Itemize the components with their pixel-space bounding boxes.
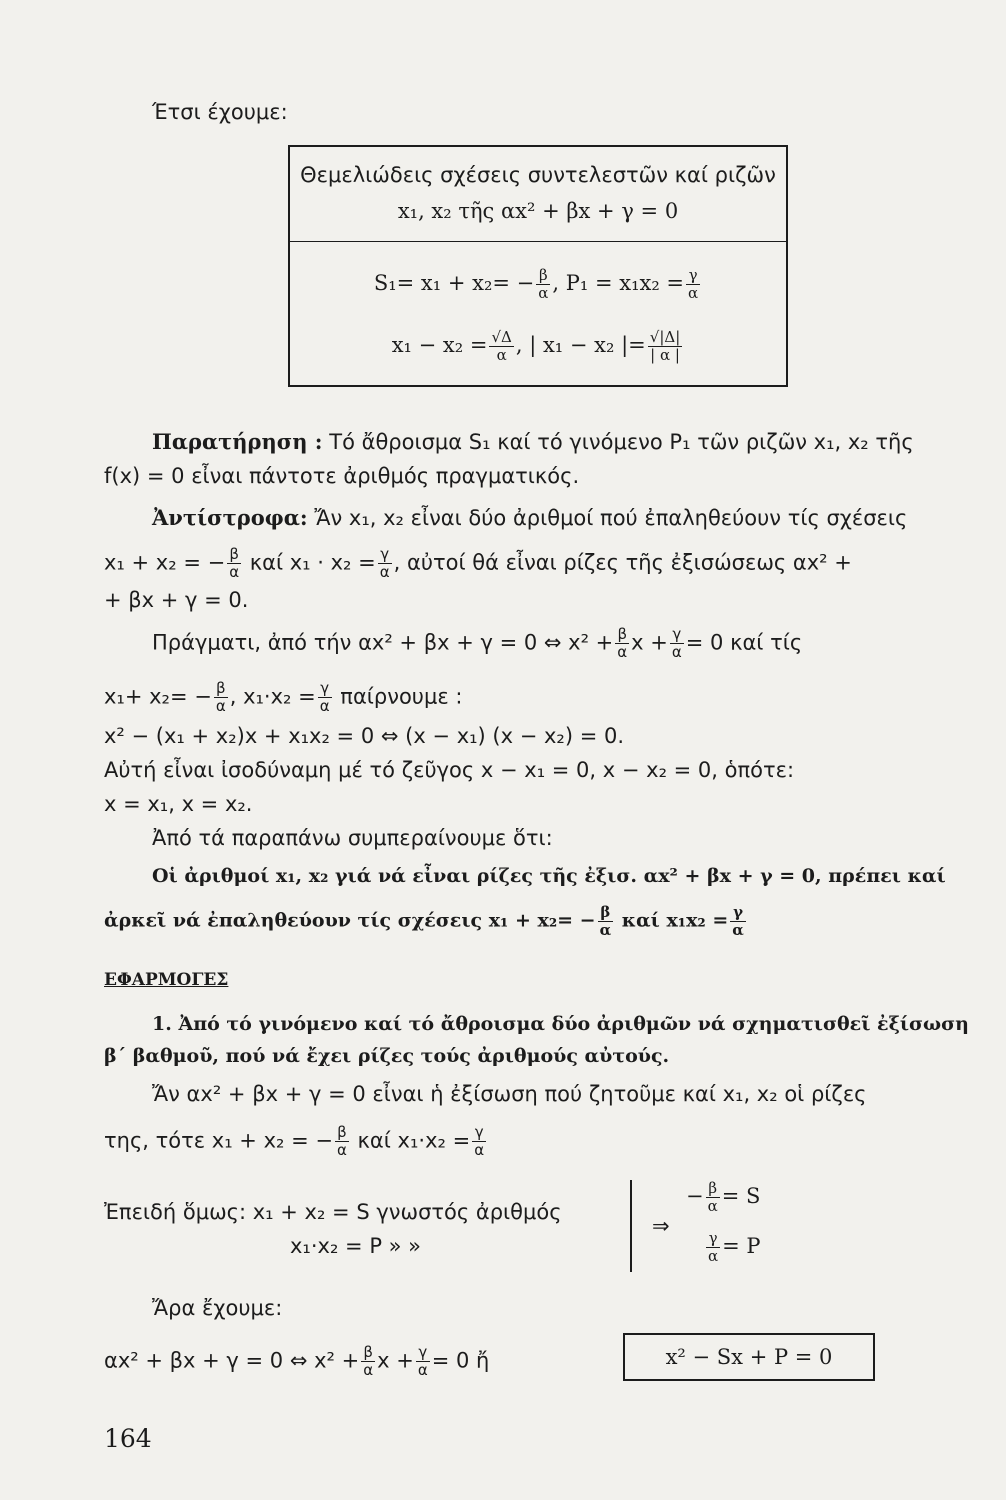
prod-lhs: , P₁ = x₁x₂ = bbox=[552, 271, 685, 295]
box-subtitle: x₁, x₂ τῆς αx² + βx + γ = 0 bbox=[397, 199, 679, 223]
frac-num: β bbox=[536, 267, 550, 285]
application-1-line-1: 1. Ἀπό τό γινόμενο καί τό ἄθροισμα δύο ἀριθμῶν νά σχηματισθεῖ ἐξίσωση bbox=[152, 1013, 969, 1035]
frac-num: √Δ bbox=[491, 328, 512, 346]
fraction-gamma-alpha bbox=[472, 1124, 486, 1159]
app-p2-a: της, τότε x₁ + x₂ = − bbox=[104, 1128, 333, 1153]
application-1-line-2: β΄ βαθμοῦ, πού νά ἔχει ρίζες τούς ἀριθμούς αὐτούς. bbox=[104, 1045, 670, 1067]
app-p2-b: καί x₁·x₂ = bbox=[350, 1128, 471, 1153]
conclusion-line-1: Οἱ ἀριθμοί x₁, x₂ γιά νά εἶναι ρίζες τῆς ἐξισ. αx² + βx + γ = 0, πρέπει καί bbox=[152, 865, 946, 887]
frac-num: β bbox=[706, 1180, 720, 1198]
frac-num: β bbox=[361, 1344, 375, 1362]
final-b: x + bbox=[377, 1348, 414, 1373]
box-divider bbox=[290, 241, 786, 242]
remark-line-1 bbox=[152, 428, 914, 456]
indeed-line-4: Αὐτή εἶναι ἰσοδύναμη μέ τό ζεῦγος x − x₁ = 0, x − x₂ = 0, ὁπότε: bbox=[104, 758, 795, 782]
frac-den: α bbox=[617, 643, 628, 661]
fraction-beta-alpha bbox=[615, 626, 629, 661]
indeed-l2-c: παίρνουμε : bbox=[333, 684, 463, 709]
converse-l2-c: , αὐτοί θά εἶναι ρίζες τῆς ἐξισώσεως αx² + bbox=[393, 550, 852, 575]
frac-num: γ bbox=[706, 1230, 720, 1248]
indeed-l1-a: Πράγματι, ἀπό τήν αx² + βx + γ = 0 ⇔ x² + bbox=[152, 630, 614, 655]
implies-arrow: ⇒ bbox=[652, 1214, 670, 1238]
frac-den: α bbox=[688, 284, 699, 302]
frac-den: α bbox=[417, 1361, 428, 1379]
indeed-l1-b: x + bbox=[631, 630, 668, 655]
application-p2 bbox=[104, 1124, 488, 1159]
frac-den: α bbox=[708, 1247, 719, 1265]
frac-den: α bbox=[707, 1197, 718, 1215]
fraction-gamma-alpha bbox=[686, 267, 700, 302]
converse-l2-a: x₁ + x₂ = − bbox=[104, 550, 226, 575]
converse-line-1 bbox=[152, 504, 907, 532]
fraction-beta-alpha bbox=[706, 1180, 720, 1215]
frac-den: α bbox=[732, 921, 744, 939]
frac-den: | α | bbox=[650, 346, 680, 364]
fraction-beta-alpha bbox=[598, 904, 614, 939]
abs-lhs: , | x₁ − x₂ |= bbox=[515, 333, 646, 357]
final-a: αx² + βx + γ = 0 ⇔ x² + bbox=[104, 1348, 360, 1373]
frac-den: α bbox=[599, 921, 612, 939]
remark-line-2: f(x) = 0 εἶναι πάντοτε ἀριθμός πραγματικός. bbox=[104, 464, 580, 488]
since-line-1: Ἐπειδή ὅμως: x₁ + x₂ = S γνωστός ἀριθμός bbox=[104, 1200, 562, 1224]
indeed-line-5: x = x₁, x = x₂. bbox=[104, 792, 253, 816]
fraction-beta-alpha bbox=[335, 1124, 349, 1159]
frac-num: √|Δ| bbox=[649, 328, 681, 346]
conclusion-l2-a: ἀρκεῖ νά ἐπαληθεύουν τίς σχέσεις x₁ + x₂= − bbox=[104, 909, 596, 932]
frac-den: α bbox=[671, 643, 682, 661]
result-product bbox=[704, 1230, 761, 1265]
section-heading: ΕΦΑΡΜΟΓΕΣ bbox=[104, 970, 229, 990]
frac-den: α bbox=[474, 1141, 485, 1159]
frac-den: α bbox=[336, 1141, 347, 1159]
box-difference bbox=[290, 329, 786, 364]
fraction-gamma-alpha bbox=[706, 1230, 720, 1265]
intro-text: Έτσι έχουμε: bbox=[152, 100, 288, 124]
final-equation bbox=[104, 1344, 489, 1379]
converse-label: Ἀντίστροφα: bbox=[152, 505, 308, 530]
fraction-gamma-alpha bbox=[670, 626, 684, 661]
frac-den: α bbox=[496, 346, 507, 364]
therefore-text: Ἄρα ἔχουμε: bbox=[152, 1296, 283, 1320]
boxed-equation: x² − Sx + P = 0 bbox=[623, 1333, 875, 1381]
fraction-sqrt-abs-delta bbox=[648, 329, 683, 364]
page-number: 164 bbox=[104, 1424, 152, 1453]
frac-num: γ bbox=[318, 680, 332, 698]
converse-l2-b: καί x₁ · x₂ = bbox=[243, 550, 376, 575]
frac-num: γ bbox=[730, 904, 746, 922]
frac-num: β bbox=[335, 1124, 349, 1142]
box-sum-product bbox=[290, 267, 786, 302]
frac-num: β bbox=[615, 626, 629, 644]
fraction-gamma-alpha bbox=[416, 1344, 430, 1379]
indeed-line-1 bbox=[152, 626, 802, 661]
relations-box bbox=[288, 145, 788, 387]
frac-num: β bbox=[214, 680, 228, 698]
frac-num: γ bbox=[686, 267, 700, 285]
fraction-gamma-alpha bbox=[318, 680, 332, 715]
frac-num: γ bbox=[472, 1124, 486, 1142]
result-sum bbox=[686, 1180, 760, 1215]
fraction-gamma-alpha bbox=[730, 904, 746, 939]
application-p1: Ἄν αx² + βx + γ = 0 εἶναι ἡ ἐξίσωση πού ζητοῦμε καί x₁, x₂ οἱ ρίζες bbox=[152, 1082, 867, 1106]
remark-text-1: Τό ἄθροισμα S₁ καί τό γινόμενο P₁ τῶν ριζῶν x₁, x₂ τῆς bbox=[322, 430, 914, 454]
frac-den: α bbox=[379, 563, 390, 581]
indeed-l1-c: = 0 καί τίς bbox=[685, 630, 803, 655]
res2-eq: = P bbox=[722, 1234, 761, 1258]
conclusion-line-2 bbox=[104, 904, 748, 939]
fraction-beta-alpha bbox=[536, 267, 550, 302]
frac-num: γ bbox=[378, 546, 392, 564]
converse-text-1: Ἄν x₁, x₂ εἶναι δύο ἀριθμοί πού ἐπαληθεύουν τίς σχέσεις bbox=[307, 506, 908, 530]
res1-eq: = S bbox=[721, 1184, 761, 1208]
res1-minus: − bbox=[686, 1184, 704, 1208]
remark-label: Παρατήρηση : bbox=[152, 429, 323, 454]
frac-num: γ bbox=[416, 1344, 430, 1362]
fraction-beta-alpha bbox=[227, 546, 241, 581]
since-line-2: x₁·x₂ = P » » bbox=[290, 1234, 422, 1258]
converse-line-3: + βx + γ = 0. bbox=[104, 588, 249, 612]
frac-den: α bbox=[538, 284, 549, 302]
fraction-beta-alpha bbox=[361, 1344, 375, 1379]
box-title: Θεμελιώδεις σχέσεις συντελεστῶν καί ριζῶν bbox=[300, 163, 776, 187]
right-brace bbox=[622, 1180, 632, 1272]
converse-line-2 bbox=[104, 546, 852, 581]
frac-num: β bbox=[227, 546, 241, 564]
fraction-beta-alpha bbox=[214, 680, 228, 715]
indeed-line-3: x² − (x₁ + x₂)x + x₁x₂ = 0 ⇔ (x − x₁) (x − x₂) = 0. bbox=[104, 724, 625, 748]
frac-den: α bbox=[319, 697, 330, 715]
fraction-gamma-alpha bbox=[378, 546, 392, 581]
indeed-l2-b: , x₁·x₂ = bbox=[229, 684, 316, 709]
indeed-l2-a: x₁+ x₂= − bbox=[104, 684, 212, 709]
fraction-sqrt-delta bbox=[489, 329, 513, 364]
diff-lhs: x₁ − x₂ = bbox=[391, 333, 488, 357]
sum-lhs: S₁= x₁ + x₂= − bbox=[373, 271, 535, 295]
frac-den: α bbox=[229, 563, 240, 581]
frac-den: α bbox=[215, 697, 226, 715]
final-c: = 0 ἤ bbox=[431, 1348, 490, 1373]
frac-den: α bbox=[363, 1361, 374, 1379]
conclusion-intro: Ἀπό τά παραπάνω συμπεραίνουμε ὅτι: bbox=[152, 826, 553, 850]
frac-num: β bbox=[598, 904, 614, 922]
indeed-line-2 bbox=[104, 680, 462, 715]
conclusion-l2-b: καί x₁x₂ = bbox=[615, 909, 729, 932]
frac-num: γ bbox=[670, 626, 684, 644]
